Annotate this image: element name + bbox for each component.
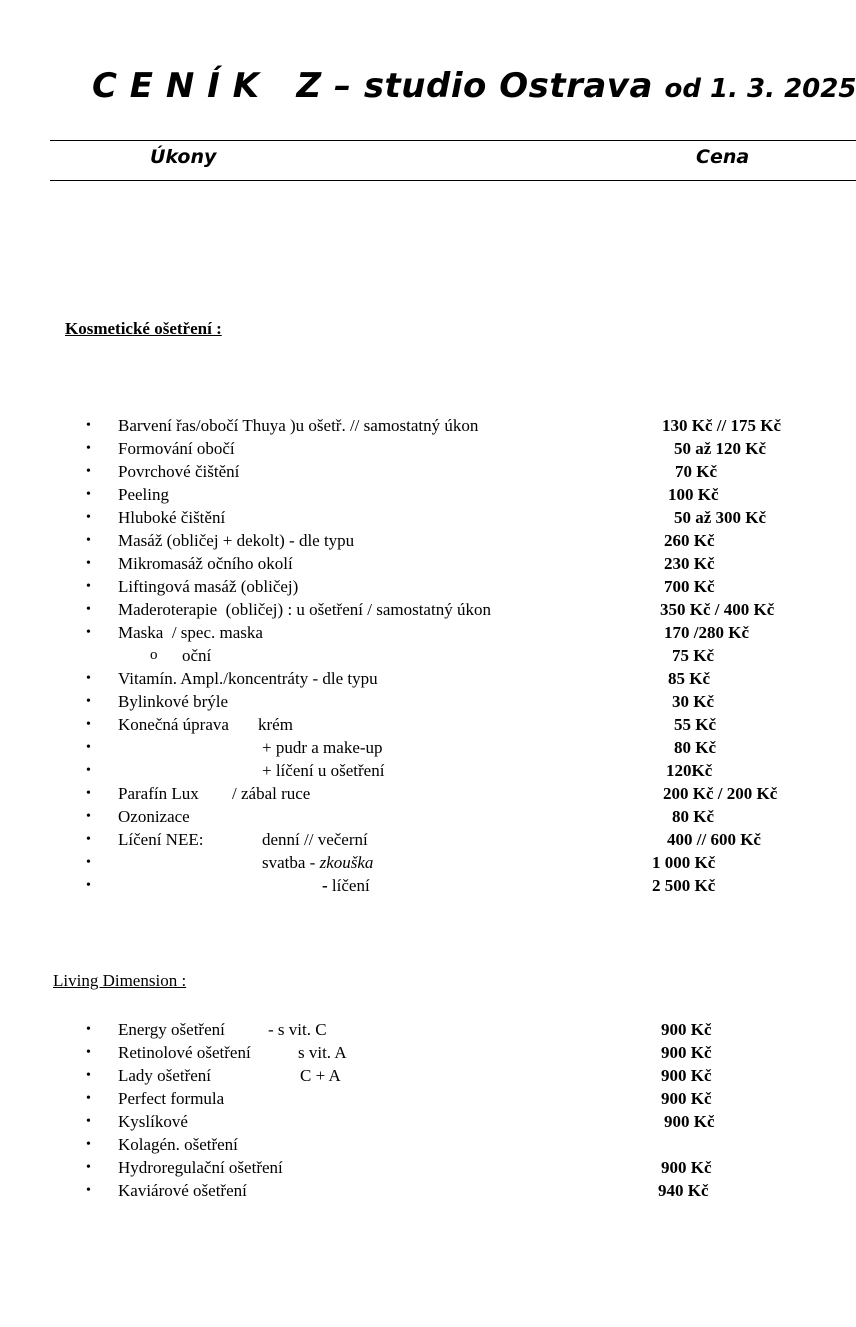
bullet-icon: • (86, 418, 91, 433)
item-name: Kaviárové ošetření (118, 1181, 247, 1200)
item-name: Kyslíkové (118, 1112, 188, 1131)
item-name: Hydroregulační ošetření (118, 1158, 283, 1177)
item-name: oční (182, 646, 212, 665)
item-price: 130 Kč // 175 Kč (662, 416, 781, 435)
header-bottom-rule (50, 180, 856, 181)
item-name: Vitamín. Ampl./koncentráty - dle typu (118, 669, 378, 688)
bullet-icon: • (86, 1045, 91, 1060)
list-item (0, 437, 856, 460)
item-price: 940 Kč (658, 1181, 709, 1200)
item-detail-dash: - (322, 876, 328, 895)
list-item (0, 552, 856, 575)
bullet-icon: • (86, 1068, 91, 1083)
list-item (0, 506, 856, 529)
column-header-services: Úkony (150, 146, 217, 168)
sub-bullet-marker: o (150, 647, 158, 663)
list-item (0, 667, 856, 690)
bullet-icon: • (86, 625, 91, 640)
item-name: Konečná úprava (118, 715, 229, 734)
bullet-icon: • (86, 878, 91, 893)
list-item (0, 1133, 856, 1156)
item-price: 80 Kč (674, 738, 717, 757)
item-price: 55 Kč (674, 715, 717, 734)
bullet-icon: • (86, 1022, 91, 1037)
column-header-price: Cena (696, 146, 750, 168)
bullet-icon: • (86, 763, 91, 778)
bullet-icon: • (86, 579, 91, 594)
item-name: Povrchové čištění (118, 462, 240, 481)
item-name: Maderoterapie (obličej) : u ošetření / samostatný úkon (118, 600, 491, 619)
item-detail: C + A (300, 1066, 341, 1085)
bullet-icon: • (86, 1114, 91, 1129)
item-name: Retinolové ošetření (118, 1043, 251, 1062)
list-item (0, 414, 856, 437)
list-item (0, 1087, 856, 1110)
bullet-icon: • (86, 671, 91, 686)
list-item (0, 690, 856, 713)
item-price: 900 Kč (661, 1043, 712, 1062)
item-name: Ozonizace (118, 807, 190, 826)
list-item (0, 1156, 856, 1179)
header-top-rule (50, 140, 856, 141)
bullet-icon: • (86, 832, 91, 847)
bullet-icon: • (86, 602, 91, 617)
item-price: 350 Kč / 400 Kč (660, 600, 775, 619)
item-price: 900 Kč (664, 1112, 715, 1131)
title-main: C E N Í K Z – studio Ostrava (92, 66, 653, 106)
item-detail-italic: zkouška (319, 853, 374, 872)
item-price: 1 000 Kč (652, 853, 716, 872)
list-item (0, 575, 856, 598)
item-price: 30 Kč (672, 692, 715, 711)
list-item (0, 1110, 856, 1133)
item-name: Energy ošetření (118, 1020, 225, 1039)
list-item (0, 529, 856, 552)
list-item (0, 460, 856, 483)
list-item (0, 483, 856, 506)
list-item (0, 621, 856, 644)
list-item (0, 782, 856, 805)
section-title-cosmetic: Kosmetické ošetření : (65, 319, 222, 338)
bullet-icon: • (86, 809, 91, 824)
item-name: Peeling (118, 485, 169, 504)
item-detail: denní // večerní (262, 830, 368, 849)
item-name: Kolagén. ošetření (118, 1135, 238, 1154)
list-item (0, 644, 856, 667)
list-item (0, 1041, 856, 1064)
list-item (0, 713, 856, 736)
bullet-icon: • (86, 1160, 91, 1175)
item-price: 85 Kč (668, 669, 711, 688)
page-title (92, 66, 856, 106)
bullet-icon: • (86, 464, 91, 479)
item-name: Barvení řas/obočí Thuya )u ošetř. // samostatný úkon (118, 416, 479, 435)
bullet-icon: • (86, 855, 91, 870)
item-price: 170 /280 Kč (664, 623, 749, 642)
bullet-icon: • (86, 510, 91, 525)
item-name: Liftingová masáž (obličej) (118, 577, 299, 596)
item-detail: - s vit. C (268, 1020, 327, 1039)
item-name: Maska / spec. maska (118, 623, 263, 642)
bullet-icon: • (86, 533, 91, 548)
item-detail: / zábal ruce (232, 784, 311, 803)
item-name: Masáž (obličej + dekolt) - dle typu (118, 531, 355, 550)
list-item (0, 874, 856, 897)
bullet-icon: • (86, 1091, 91, 1106)
item-price: 700 Kč (664, 577, 715, 596)
item-price: 120Kč (666, 761, 713, 780)
bullet-icon: • (86, 740, 91, 755)
item-price: 260 Kč (664, 531, 715, 550)
item-detail (322, 874, 370, 897)
bullet-icon: • (86, 487, 91, 502)
bullet-icon: • (86, 1137, 91, 1152)
list-item (0, 851, 856, 874)
item-price: 900 Kč (661, 1158, 712, 1177)
item-detail: s vit. A (298, 1043, 347, 1062)
item-detail-text: svatba - (262, 853, 320, 872)
item-price: 70 Kč (675, 462, 718, 481)
item-price: 900 Kč (661, 1020, 712, 1039)
list-item (0, 1179, 856, 1202)
item-price: 400 // 600 Kč (667, 830, 761, 849)
item-detail: + pudr a make-up (262, 738, 383, 757)
item-price: 50 až 120 Kč (674, 439, 767, 458)
item-name: Hluboké čištění (118, 508, 226, 527)
item-name: Lady ošetření (118, 1066, 211, 1085)
item-price: 100 Kč (668, 485, 719, 504)
item-price: 200 Kč / 200 Kč (663, 784, 778, 803)
item-name: Parafín Lux (118, 784, 199, 803)
item-name: Mikromasáž očního okolí (118, 554, 293, 573)
bullet-icon: • (86, 1183, 91, 1198)
item-detail-text: líčení (327, 876, 370, 895)
item-price: 50 až 300 Kč (674, 508, 767, 527)
list-item (0, 1064, 856, 1087)
list-item (0, 828, 856, 851)
bullet-icon: • (86, 694, 91, 709)
bullet-icon: • (86, 717, 91, 732)
bullet-icon: • (86, 786, 91, 801)
item-price: 900 Kč (661, 1089, 712, 1108)
section-title-living-dimension: Living Dimension : (53, 971, 187, 990)
list-item (0, 736, 856, 759)
list-item (0, 1018, 856, 1041)
list-item (0, 598, 856, 621)
item-name: Bylinkové brýle (118, 692, 229, 711)
item-price: 75 Kč (672, 646, 715, 665)
item-name: Líčení NEE: (118, 830, 204, 849)
bullet-icon: • (86, 556, 91, 571)
item-detail: krém (258, 715, 293, 734)
item-price: 230 Kč (664, 554, 715, 573)
title-date: od 1. 3. 2025 (664, 74, 856, 104)
bullet-icon: • (86, 441, 91, 456)
item-price: 900 Kč (661, 1066, 712, 1085)
item-detail (262, 851, 373, 874)
item-price: 2 500 Kč (652, 876, 716, 895)
item-name: Perfect formula (118, 1089, 225, 1108)
item-name: Formování obočí (118, 439, 235, 458)
item-price: 80 Kč (672, 807, 715, 826)
list-item (0, 759, 856, 782)
list-item (0, 805, 856, 828)
item-detail: + líčení u ošetření (262, 761, 385, 780)
